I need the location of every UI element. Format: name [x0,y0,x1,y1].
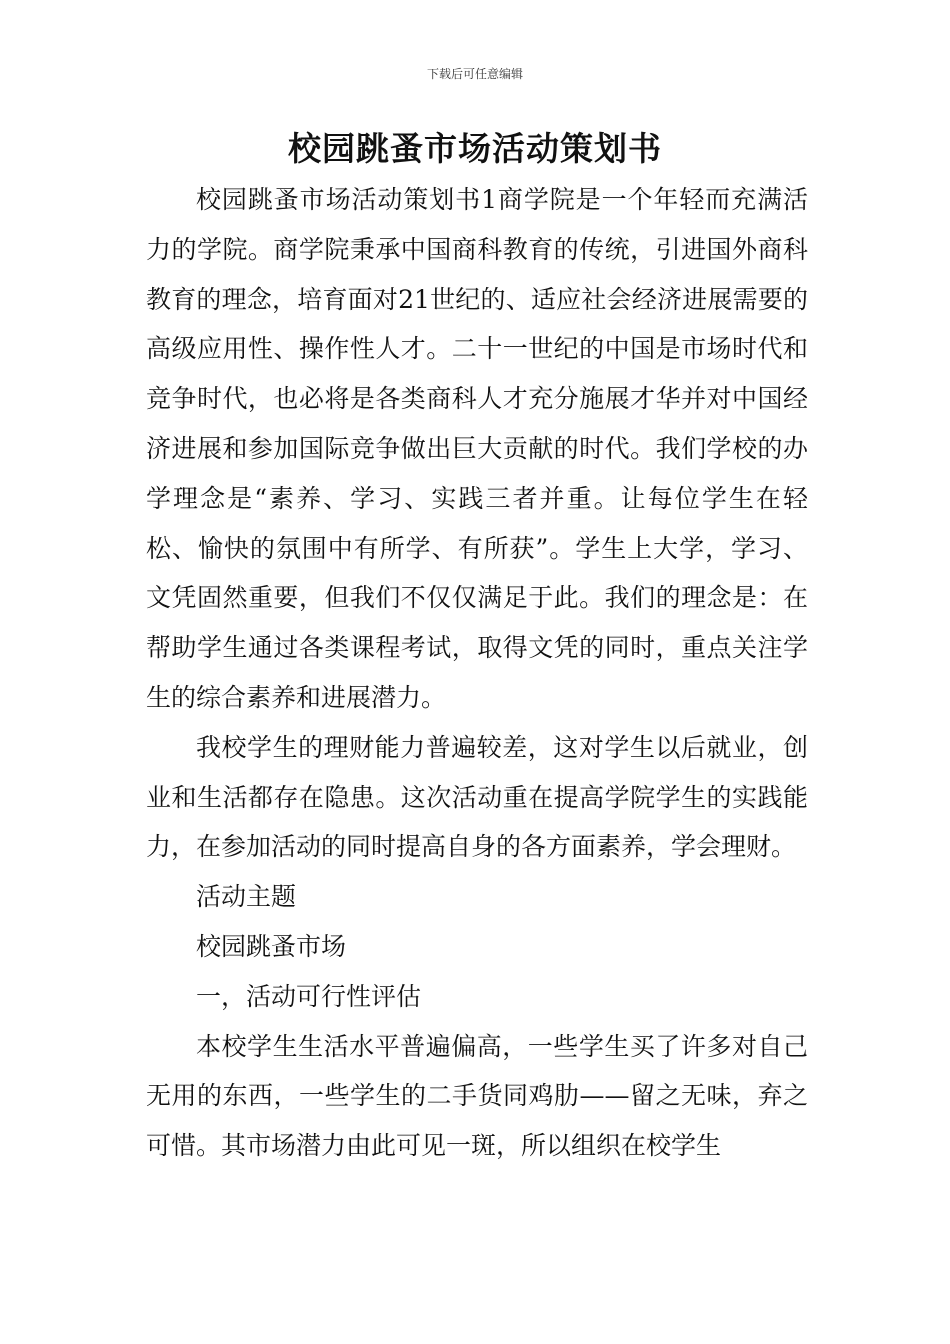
paragraph-feasibility: 本校学生生活水平普遍偏高，一些学生买了许多对自己无用的东西，一些学生的二手货同鸡肋——留之无味，弃之可惜。其市场潜力由此可见一斑，所以组织在校学生 [146,1031,808,1161]
document-body [146,175,808,1171]
paragraph-intro: 校园跳蚤市场活动策划书1商学院是一个年轻而充满活力的学院。商学院秉承中国商科教育的传统，引进国外商科教育的理念，培育面对21世纪的、适应社会经济进展需要的高级应用性、操作性人才。二十一世纪的中国是市场时代和竞争时代，也必将是各类商科人才充分施展才华并对中国经济进展和参加国际竞争做出巨大贡献的时代。我们学校的办学理念是“素养、学习、实践三者并重。让每位学生在轻松、愉快的氛围中有所学、有所获”。学生上大学，学习、文凭固然重要，但我们不仅仅满足于此。我们的理念是：在帮助学生通过各类课程考试，取得文凭的同时，重点关注学生的综合素养和进展潜力。 [146,185,808,712]
header-note: 下载后可任意编辑 [426,67,523,81]
paragraph-feasibility-heading: 一，活动可行性评估 [196,981,422,1011]
paragraph-activity-theme: 校园跳蚤市场 [196,931,347,961]
document-title: 校园跳蚤市场活动策划书 [288,129,662,168]
paragraph-financial-ability: 我校学生的理财能力普遍较差，这对学生以后就业，创业和生活都存在隐患。这次活动重在提高学院学生的实践能力，在参加活动的同时提高自身的各方面素养，学会理财。 [146,732,808,862]
paragraph-activity-theme-heading: 活动主题 [196,882,297,912]
